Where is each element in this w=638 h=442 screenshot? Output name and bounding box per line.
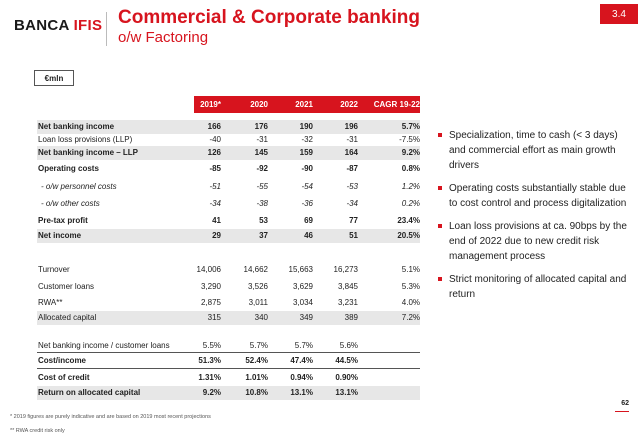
table-row-cost-income: [37, 354, 420, 368]
cell-value: 3,034: [292, 298, 313, 307]
cell-value: 1.2%: [401, 182, 420, 191]
cell-value: 77: [349, 216, 358, 225]
cell-value: 340: [254, 313, 268, 322]
cell-value: 315: [207, 313, 221, 322]
cell-value: 145: [254, 148, 268, 157]
cell-value: 13.1%: [335, 388, 358, 397]
cell-value: 5.1%: [401, 265, 420, 274]
table-divider: [37, 352, 420, 353]
cell-value: 159: [299, 148, 313, 157]
footnote-2019: * 2019 figures are purely indicative and are based on 2019 most recent projections: [10, 414, 211, 420]
table-header: [194, 96, 420, 113]
cell-value: 52.4%: [245, 356, 268, 365]
cell-value: 5.5%: [202, 341, 221, 350]
cell-value: 5.7%: [401, 122, 420, 131]
row-label: - o/w other costs: [41, 199, 100, 208]
col-header-2019: 2019*: [200, 100, 221, 109]
table-row-turnover: [37, 263, 420, 277]
bullet-text: Operating costs substantially stable due to cost control and process digitalization: [449, 183, 627, 209]
bullet-square-icon: [438, 277, 442, 281]
cell-value: 10.8%: [245, 388, 268, 397]
cell-value: 3,231: [337, 298, 358, 307]
logo-text-banca: BANCA: [14, 17, 74, 34]
col-header-cagr: CAGR 19-22: [373, 100, 420, 109]
cell-value: 9.2%: [202, 388, 221, 397]
row-label: RWA**: [38, 298, 63, 307]
bullet-text: Loan loss provisions at ca. 90bps by the end of 2022 due to new credit risk management process: [449, 221, 627, 262]
row-label: Operating costs: [38, 164, 99, 173]
row-label: Net banking income: [38, 122, 115, 131]
unit-label: €mln: [34, 70, 74, 86]
cell-value: 44.5%: [335, 356, 358, 365]
row-label: Return on allocated capital: [38, 388, 141, 397]
table-row-customer-loans: [37, 280, 420, 294]
cell-value: -85: [209, 164, 221, 173]
cell-value: 164: [344, 148, 358, 157]
cell-value: 3,011: [248, 298, 268, 307]
cell-value: -40: [209, 135, 221, 144]
table-row-nbi-customer-loans: [37, 339, 420, 353]
cell-value: -36: [301, 199, 313, 208]
col-header-2020: 2020: [250, 100, 268, 109]
logo-divider: [106, 12, 107, 46]
cell-value: 13.1%: [290, 388, 313, 397]
cell-value: 4.0%: [401, 298, 420, 307]
cell-value: -34: [209, 199, 221, 208]
logo-text-ifis: IFIS: [73, 17, 103, 34]
cell-value: 0.90%: [335, 373, 358, 382]
table-row-cost-of-credit: [37, 371, 420, 385]
row-label: Cost of credit: [38, 373, 90, 382]
page-number: 62: [621, 400, 629, 407]
cell-value: 126: [207, 148, 221, 157]
cell-value: -51: [209, 182, 221, 191]
table-row-pre-tax-profit: [37, 214, 420, 228]
table-row-nbi-minus-llp: [37, 146, 420, 160]
cell-value: 29: [212, 231, 221, 240]
cell-value: 14,662: [243, 265, 268, 274]
cell-value: 51.3%: [198, 356, 221, 365]
list-item: [438, 128, 628, 173]
cell-value: -53: [346, 182, 358, 191]
row-label: Cost/income: [38, 356, 87, 365]
row-label: Allocated capital: [38, 313, 97, 322]
cell-value: 0.94%: [290, 373, 313, 382]
bullet-square-icon: [438, 133, 442, 137]
col-header-2021: 2021: [295, 100, 313, 109]
cell-value: -87: [346, 164, 358, 173]
cell-value: 7.2%: [401, 313, 420, 322]
cell-value: 41: [212, 216, 221, 225]
page-title: Commercial & Corporate banking: [118, 7, 420, 28]
key-points-list: [438, 128, 628, 310]
cell-value: 0.2%: [401, 199, 420, 208]
row-label: Net income: [38, 231, 82, 240]
cell-value: 196: [344, 122, 358, 131]
table-divider: [37, 368, 420, 369]
cell-value: 3,526: [247, 282, 268, 291]
cell-value: 2,875: [200, 298, 221, 307]
cell-value: 3,629: [292, 282, 313, 291]
cell-value: -90: [301, 164, 313, 173]
table-row-operating-costs: [37, 162, 420, 176]
bullet-text: Strict monitoring of allocated capital and return: [449, 274, 627, 300]
cell-value: -54: [301, 182, 313, 191]
row-label: Turnover: [38, 265, 70, 274]
row-label: Net banking income – LLP: [38, 148, 139, 157]
cell-value: 0.8%: [401, 164, 420, 173]
cell-value: 176: [254, 122, 268, 131]
cell-value: 14,006: [196, 265, 221, 274]
cell-value: 389: [344, 313, 358, 322]
cell-value: 20.5%: [397, 231, 420, 240]
page-subtitle: o/w Factoring: [118, 29, 209, 46]
cell-value: 3,845: [337, 282, 358, 291]
cell-value: 349: [299, 313, 313, 322]
cell-value: 3,290: [200, 282, 221, 291]
table-row-net-banking-income: [37, 120, 420, 134]
table-row-net-income: [37, 229, 420, 243]
cell-value: -92: [256, 164, 268, 173]
list-item: [438, 219, 628, 264]
bullet-text: Specialization, time to cash (< 3 days) and commercial effort as main growth drivers: [449, 130, 618, 171]
cell-value: 51: [349, 231, 358, 240]
footnote-rwa: ** RWA credit risk only: [10, 428, 65, 434]
cell-value: 47.4%: [290, 356, 313, 365]
cell-value: 166: [207, 122, 221, 131]
cell-value: 23.4%: [397, 216, 420, 225]
row-label: Customer loans: [38, 282, 95, 291]
cell-value: 69: [304, 216, 313, 225]
cell-value: 1.31%: [198, 373, 221, 382]
cell-value: 53: [259, 216, 268, 225]
cell-value: 15,663: [288, 265, 313, 274]
cell-value: 1.01%: [245, 373, 268, 382]
banca-ifis-logo: [14, 17, 102, 34]
bullet-square-icon: [438, 224, 442, 228]
cell-value: -32: [301, 135, 313, 144]
cell-value: -31: [256, 135, 268, 144]
cell-value: 5.7%: [249, 341, 268, 350]
cell-value: -34: [346, 199, 358, 208]
table-row-rwa: [37, 296, 420, 310]
row-label: Loan loss provisions (LLP): [38, 135, 133, 144]
row-label: Net banking income / customer loans: [38, 341, 170, 350]
table-row-return-on-capital: [37, 386, 420, 400]
section-badge: 3.4: [600, 4, 638, 24]
list-item: [438, 272, 628, 302]
cell-value: 46: [304, 231, 313, 240]
col-header-2022: 2022: [340, 100, 358, 109]
bullet-square-icon: [438, 186, 442, 190]
cell-value: 5.7%: [294, 341, 313, 350]
list-item: [438, 181, 628, 211]
row-label: - o/w personnel costs: [41, 182, 117, 191]
table-row-other-costs: [37, 197, 420, 211]
cell-value: 5.6%: [339, 341, 358, 350]
table-row-llp: [37, 133, 420, 147]
row-label: Pre-tax profit: [38, 216, 88, 225]
cell-value: 9.2%: [401, 148, 420, 157]
table-row-personnel-costs: [37, 180, 420, 194]
table-row-allocated-capital: [37, 311, 420, 325]
cell-value: -38: [256, 199, 268, 208]
cell-value: -31: [346, 135, 358, 144]
cell-value: 37: [259, 231, 268, 240]
cell-value: 190: [299, 122, 313, 131]
cell-value: 16,273: [333, 265, 358, 274]
cell-value: -55: [256, 182, 268, 191]
page-number-underline: [615, 411, 629, 412]
cell-value: 5.3%: [401, 282, 420, 291]
cell-value: -7.5%: [399, 135, 420, 144]
